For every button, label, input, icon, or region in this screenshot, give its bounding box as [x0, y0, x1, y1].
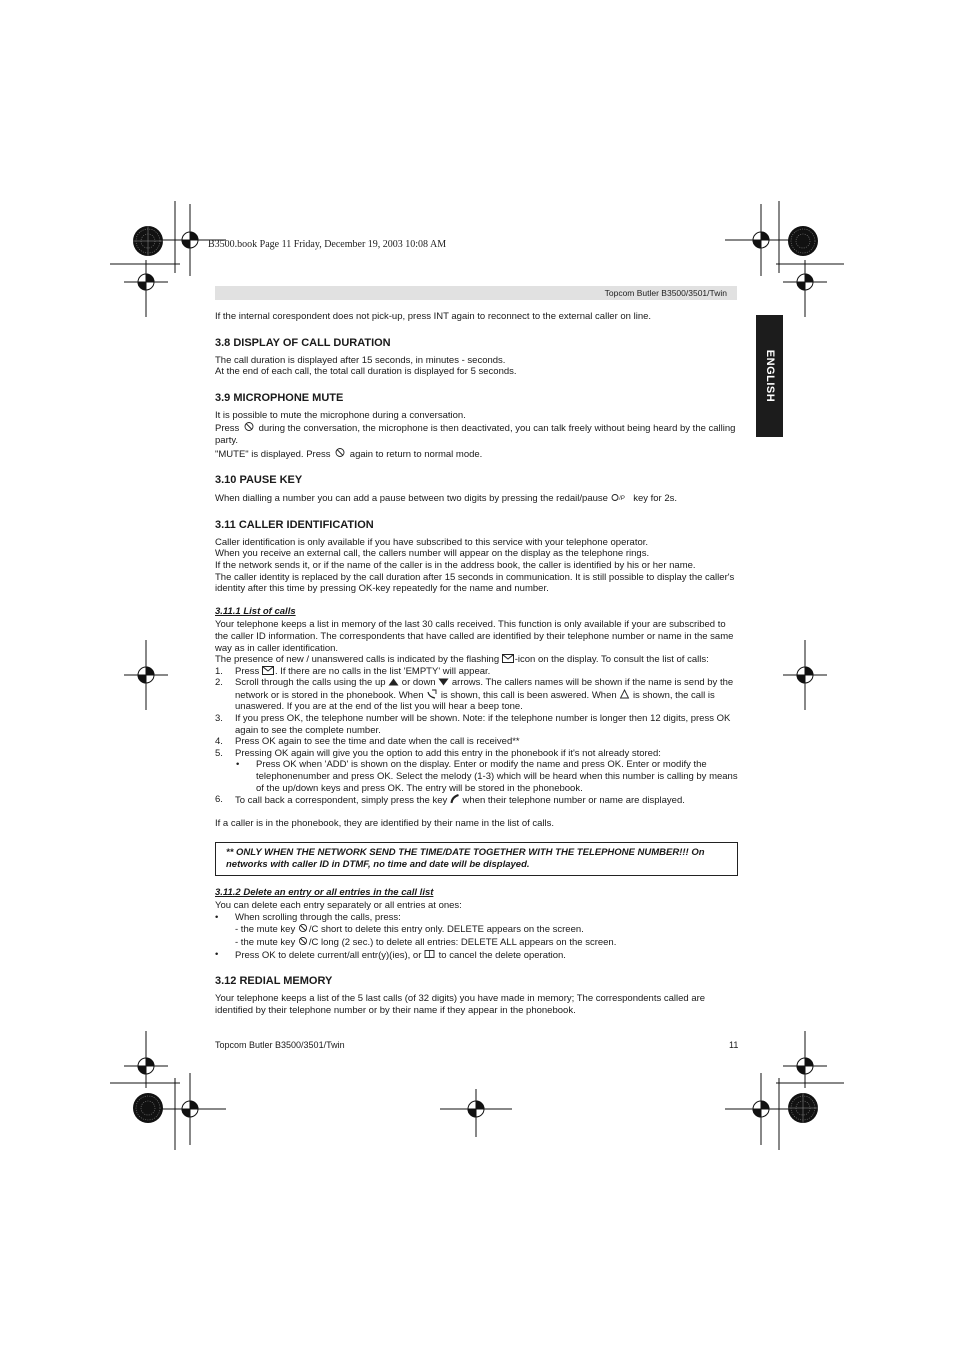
redial-pause-key-icon	[611, 492, 631, 502]
list-item: 4. Press OK again to see the time and date when the call is received**	[215, 736, 520, 748]
unanswered-call-icon	[619, 689, 630, 699]
delete-steps	[215, 912, 738, 961]
paragraph: You can delete each entry separately or all entries at ones:	[215, 900, 462, 912]
mute-key-icon	[242, 421, 256, 432]
paragraph: Press during the conversation, the microphone is then deactivated, you can talk freely without being heard by the calling party.	[215, 423, 736, 446]
paragraph: At the end of each call, the total call duration is displayed for 5 seconds.	[215, 366, 517, 378]
envelope-icon	[502, 654, 515, 663]
language-tab	[756, 315, 783, 437]
key-label: /C	[308, 936, 319, 948]
header-title: Topcom Butler B3500/3501/Twin	[604, 288, 727, 298]
list-item: 2. Scroll through the calls using the up or down arrows. The callers names will be shown if the name is send by the network or is stored in the phonebook. When is shown, this call is been aswered. When is shown, the call is unaswered. If you are at the end of the list you will hear a beep tone.	[215, 677, 734, 713]
section-title-3-11: 3.11 CALLER IDENTIFICATION	[215, 518, 374, 531]
page-number: 11	[729, 1040, 739, 1050]
list-item: - the mute key /C long (2 sec.) to delete all entries: DELETE ALL appears on the screen.	[235, 936, 617, 948]
subsection-title-3-11-2: 3.11.2 Delete an entry or all entries in the call list	[215, 886, 434, 898]
section-title-3-8: 3.8 DISPLAY OF CALL DURATION	[215, 336, 391, 349]
running-header	[215, 286, 737, 300]
down-arrow-icon	[438, 678, 449, 686]
paragraph: Your telephone keeps a list in memory of the last 30 calls received. This function is only available if your are subscribed to the caller ID information. The correspondents that have called are identified by their telephone number or name in the same way as in caller identification.	[215, 619, 734, 654]
mute-key-icon	[298, 923, 309, 933]
list-item: 5. Pressing OK again will give you the option to add this entry in the phonebook if it's not already stored:	[215, 747, 661, 759]
list-item: - the mute key /C short to delete this entry only. DELETE appears on the screen.	[235, 924, 584, 936]
list-item: 3. If you press OK, the telephone number will be shown. Note: if the telephone number is longer then 12 digits, press OK again to see the complete number.	[215, 713, 731, 736]
footer-title: Topcom Butler B3500/3501/Twin	[215, 1040, 345, 1050]
language-tab-label: ENGLISH	[763, 349, 776, 403]
call-list-steps	[215, 666, 738, 807]
section-title-3-10: 3.10 PAUSE KEY	[215, 474, 303, 487]
handset-icon	[450, 794, 460, 804]
envelope-icon	[262, 666, 275, 675]
paragraph: If a caller is in the phonebook, they are identified by their name in the list of calls.	[215, 817, 555, 829]
up-arrow-icon	[388, 678, 399, 686]
list-item: 6. To call back a correspondent, simply press the key when their telephone number or name are displayed.	[215, 794, 685, 807]
list-subitem: • Press OK when 'ADD' is shown on the display. Enter or modify the name and press OK. Enter or modify the telephonenumber and press OK. Select the melody (1-3) which will be heard when this number is calling by means of the up/down keys and press OK. The entry will be stored in the phonebook.	[236, 759, 738, 794]
paragraph: The call duration is displayed after 15 seconds, in minutes - seconds.	[215, 354, 506, 366]
paragraph: "MUTE" is displayed. Press again to return to normal mode.	[215, 448, 483, 460]
list-item: • Press OK to delete current/all entr(y)(ies), or to cancel the delete operation.	[215, 948, 566, 961]
phonebook-key-icon	[424, 949, 436, 959]
svg-text:/P: /P	[618, 496, 625, 503]
mute-key-icon	[333, 447, 347, 458]
section-title-3-12: 3.12 REDIAL MEMORY	[215, 975, 333, 988]
paragraph: When you receive an external call, the callers number will appear on the display as the telephone rings.	[215, 548, 650, 560]
book-info-line: B3500.book Page 11 Friday, December 19, 2003 10:08 AM	[208, 239, 447, 250]
paragraph: If the network sends it, or if the name of the caller is in the address book, the caller is identified by his or her name.	[215, 559, 696, 571]
paragraph: When dialling a number you can add a pause between two digits by pressing the redail/pause /P key for 2s.	[215, 493, 678, 505]
intro-text: If the internal corespondent does not pick-up, press INT again to reconnect to the external caller on line.	[215, 311, 652, 322]
subsection-title-3-11-1: 3.11.1 List of calls	[215, 605, 296, 617]
page-content	[215, 311, 738, 1016]
note-box: ** ONLY WHEN THE NETWORK SEND THE TIME/DATE TOGETHER WITH THE TELEPHONE NUMBER!!! On networks with caller ID in DTMF, no time and date will be displayed.	[215, 842, 738, 875]
paragraph: It is possible to mute the microphone during a conversation.	[215, 409, 466, 421]
answered-call-icon	[426, 689, 438, 699]
paragraph: The presence of new / unanswered calls is indicated by the flashing -icon on the display. To consult the list of calls:	[215, 654, 709, 666]
paragraph: The caller identity is replaced by the call duration after 15 seconds in communication. It is still possible to display the caller's identity after this time by pressing OK-key repeatedly for the name and number.	[215, 571, 735, 595]
mute-key-icon	[298, 936, 309, 946]
list-item: • When scrolling through the calls, press:	[215, 911, 401, 923]
paragraph: Caller identification is only available if you have subscribed to this service with your telephone operator.	[215, 536, 649, 548]
paragraph: Your telephone keeps a list of the 5 last calls (of 32 digits) you have made in memory; The correspondents called are identified by their telephone number or by their name if they appear in the phonebook.	[215, 993, 706, 1016]
section-title-3-9: 3.9 MICROPHONE MUTE	[215, 391, 344, 404]
key-label: /C	[308, 924, 319, 936]
list-item: 1. Press . If there are no calls in the list 'EMPTY' will appear.	[215, 665, 491, 677]
